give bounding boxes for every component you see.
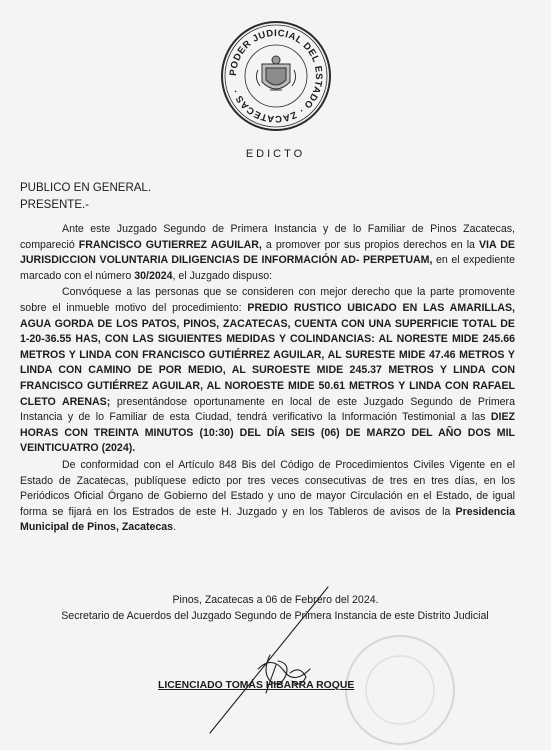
paragraph-3 [20,458,515,536]
paragraph-1 [20,222,515,284]
addressee-public: PUBLICO EN GENERAL. [20,182,152,194]
signer-name: LICENCIADO TOMÁS HIBARRA ROQUE [158,680,355,691]
p1-expediente: 30/2024 [134,269,173,282]
addressee-presente: PRESENTE.- [20,199,90,211]
p3-text-c: . [173,521,177,534]
p3-presidencia: Presidencia Municipal de Pinos, Zacatecas [20,505,515,534]
addressee [20,180,151,214]
handwritten-signature-icon [150,585,390,735]
place-date: Pinos, Zacatecas a 06 de Febrero del 2024. [172,594,379,606]
p2-predio: PREDIO RUSTICO UBICADO EN LAS AMARILLAS, AGUA GORDA DE LOS PATOS, PINOS, ZACATECAS, CUENTA CON UNA SUPERFICIE TOTAL DE 1-20-36.55 HAS, CON LAS SIGUIENTES MEDIDAS Y COLINDANCIAS: AL NORESTE MIDE 245.66 METROS Y LINDA CON FRANCISCO GUTIÉRREZ AGUILAR, AL SURESTE MIDE 47.46 METROS Y LINDA CON CAMINO DE POR MEDIO, AL SUROESTE MIDE 245.37 METROS Y LINDA CON FRANCISCO GUTIÉRREZ AGUILAR, AL NOROESTE MIDE 50.61 METROS Y LINDA CON RAFAEL CLETO ARENAS; [20,301,515,408]
p1-text-g: , el Juzgado dispuso: [172,269,273,282]
p1-text-a: Ante este Juzgado Segundo de Primera Instancia y de lo Familiar de Pinos Zacatecas, compareció [20,223,515,251]
signer-role: Secretario de Acuerdos del Juzgado Segundo de Primera Instancia de este Distrito Judicial [61,610,489,622]
p2-text-a: Convóquese a las personas que se consideren con mejor derecho que la parte promovente sobre el inmueble motivo del procedimiento: [20,286,515,314]
p1-text-e: en el expediente marcado con el número [20,254,515,282]
p2-text-c: presentándose oportunamente en local de este Juzgado Segundo de Primera Instancia y de lo Familiar de esta Ciudad, tendrá verificativo la Información Testimonial a las [20,395,515,424]
court-seal [220,20,332,132]
p1-promovente: FRANCISCO GUTIERREZ AGUILAR, [78,238,262,251]
p3-text-a: De conformidad con el Artículo 848 Bis del Código de Procedimientos Civiles Vigente en el Estado de Zacatecas, publíquese edicto por tres veces consecutivas de tres en tres días, en los Periódicos Oficial Órgano de Gobierno del Estado y uno de mayor Circulación en el Estado, de igual forma se fijará en los Estrados de este H. Juzgado y en los Tableros de avisos de la [20,458,515,518]
coat-of-arms-icon [256,56,295,90]
document-title: EDICTO [245,148,306,160]
p1-text-c: a promover por sus propios derechos en la [261,238,479,251]
p1-via: VIA DE JURISDICCION VOLUNTARIA DILIGENCIAS DE INFORMACIÓN AD- PERPETUAM, [20,238,515,267]
edict-body [20,222,515,536]
seal-ring-text: PODER JUDICIAL DEL ESTADO · ZACATECAS · [227,27,325,125]
paragraph-2 [20,285,515,457]
p2-hearing-date: DIEZ HORAS CON TREINTA MINUTOS (10:30) DEL DÍA SEIS (06) DE MARZO DEL AÑO DOS MIL VEINTICUATRO (2024). [20,411,515,455]
